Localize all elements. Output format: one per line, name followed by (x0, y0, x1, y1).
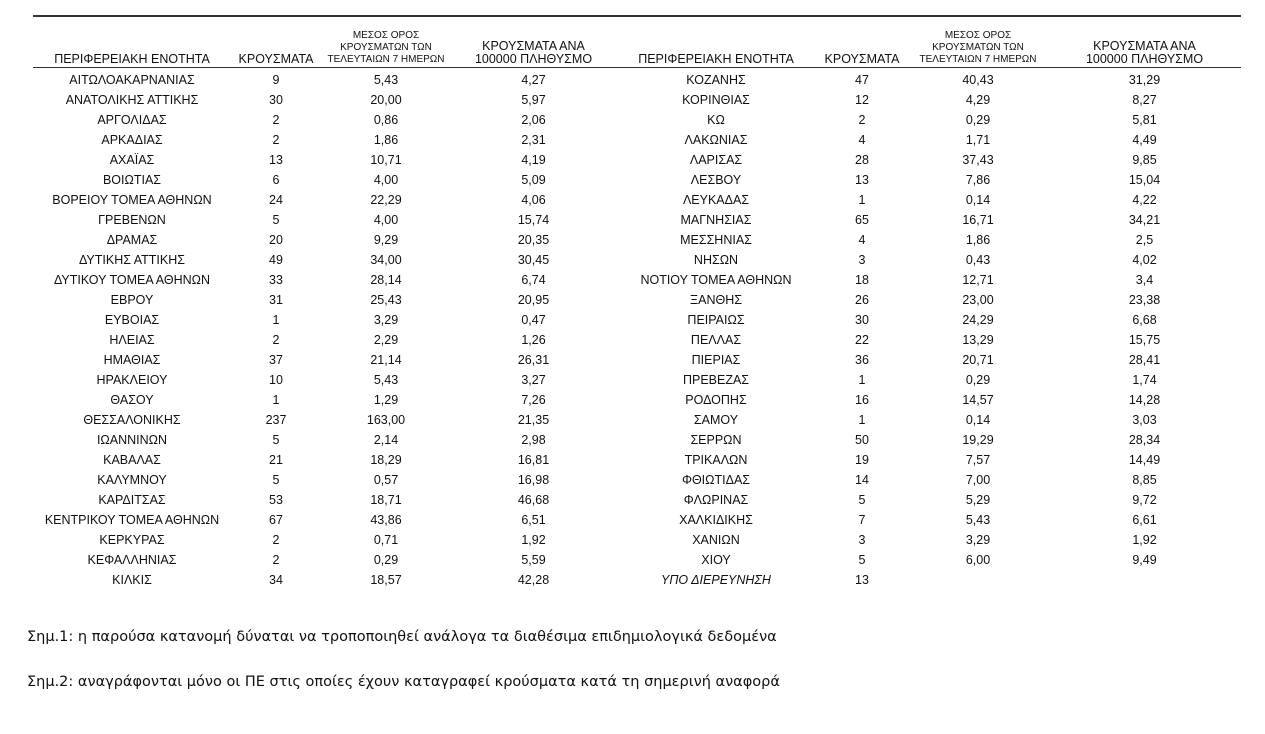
cases-right: 47 (855, 73, 869, 87)
avg-7day-left: 43,86 (370, 513, 402, 527)
cases-per-100k-right: 4,22 (1132, 193, 1157, 207)
header-region-right: ΠΕΡΙΦΕΡΕΙΑΚΗ ΕΝΟΤΗΤΑ (616, 30, 816, 68)
cases-per-100k-right: 9,49 (1132, 553, 1157, 567)
region-name-left: ΚΕΡΚΥΡΑΣ (99, 533, 165, 547)
table-row (33, 210, 1241, 230)
avg-7day-right: 16,71 (962, 213, 994, 227)
region-name-right: ΧΑΛΚΙΔΙΚΗΣ (679, 513, 753, 527)
cases-right: 26 (855, 293, 869, 307)
region-name-left: ΗΛΕΙΑΣ (109, 333, 155, 347)
header-per-line1: ΚΡΟΥΣΜΑΤΑ ΑΝΑ (482, 39, 585, 53)
cases-per-100k-left: 5,97 (521, 93, 546, 107)
region-name-left: ΚΕΝΤΡΙΚΟΥ ΤΟΜΕΑ ΑΘΗΝΩΝ (44, 513, 220, 527)
region-name-left: ΘΕΣΣΑΛΟΝΙΚΗΣ (83, 413, 181, 427)
avg-7day-left: 18,29 (370, 453, 402, 467)
header-avg-line3: ΤΕΛΕΥΤΑΙΩΝ 7 ΗΜΕΡΩΝ (327, 54, 445, 65)
region-name-right: ΠΙΕΡΙΑΣ (691, 353, 741, 367)
cases-per-100k-left: 1,26 (521, 333, 546, 347)
table-row (33, 310, 1241, 330)
table-row (33, 350, 1241, 370)
cases-per-100k-left: 6,51 (521, 513, 546, 527)
region-name-left: ΑΙΤΩΛΟΑΚΑΡΝΑΝΙΑΣ (69, 73, 195, 87)
cases-per-100k-right (1048, 570, 1241, 590)
cases-right: 16 (855, 393, 869, 407)
header-avg-line2: ΚΡΟΥΣΜΑΤΩΝ ΤΩΝ (340, 42, 432, 53)
cases-left: 30 (269, 93, 283, 107)
region-name-right: ΜΕΣΣΗΝΙΑΣ (680, 233, 752, 247)
header-per-line2: 100000 ΠΛΗΘΥΣΜΟ (474, 52, 593, 66)
region-name-right: ΠΕΙΡΑΙΩΣ (687, 313, 745, 327)
region-name-right: ΚΩ (707, 113, 725, 127)
cases-right: 18 (855, 273, 869, 287)
cases-per-100k-right: 34,21 (1128, 213, 1161, 227)
avg-7day-right: 5,29 (965, 493, 991, 507)
cases-per-100k-left: 1,92 (521, 533, 546, 547)
cases-right: 12 (855, 93, 869, 107)
table-row (33, 510, 1241, 530)
cases-by-region-table (33, 30, 1241, 590)
table-row (33, 90, 1241, 110)
avg-7day-right: 0,29 (965, 373, 991, 387)
cases-per-100k-right: 9,72 (1132, 493, 1157, 507)
table-row (33, 330, 1241, 350)
cases-per-100k-left: 7,26 (521, 393, 546, 407)
cases-left: 13 (269, 153, 283, 167)
avg-7day-right: 3,29 (965, 533, 991, 547)
avg-7day-right: 20,71 (962, 353, 994, 367)
region-name-right: ΚΟΡΙΝΘΙΑΣ (682, 93, 750, 107)
cases-per-100k-left: 16,81 (517, 453, 550, 467)
avg-7day-right: 0,14 (965, 413, 991, 427)
cases-left: 237 (265, 413, 287, 427)
cases-right: 1 (858, 413, 866, 427)
avg-7day-left: 1,29 (373, 393, 399, 407)
header-per-line2: 100000 ΠΛΗΘΥΣΜΟ (1085, 52, 1204, 66)
cases-per-100k-right: 15,04 (1128, 173, 1161, 187)
avg-7day-left: 28,14 (370, 273, 402, 287)
cases-right: 2 (858, 113, 866, 127)
avg-7day-right: 0,29 (965, 113, 991, 127)
cases-right: 50 (855, 433, 869, 447)
avg-7day-right: 1,71 (965, 133, 991, 147)
avg-7day-left: 2,29 (373, 333, 399, 347)
region-name-right: ΧΙΟΥ (701, 553, 731, 567)
avg-7day-left: 3,29 (373, 313, 399, 327)
cases-per-100k-left: 21,35 (517, 413, 550, 427)
table-row (33, 110, 1241, 130)
table-row (33, 470, 1241, 490)
cases-per-100k-right: 8,85 (1132, 473, 1157, 487)
table-row (33, 490, 1241, 510)
cases-left: 5 (272, 213, 280, 227)
cases-left: 20 (269, 233, 283, 247)
avg-7day-left: 0,29 (373, 553, 399, 567)
avg-7day-left: 4,00 (373, 173, 399, 187)
region-name-right: ΦΘΙΩΤΙΔΑΣ (681, 473, 751, 487)
table-row (33, 250, 1241, 270)
avg-7day-left: 34,00 (370, 253, 402, 267)
avg-7day-left: 25,43 (370, 293, 402, 307)
cases-left: 53 (269, 493, 283, 507)
avg-7day-left: 4,00 (373, 213, 399, 227)
avg-7day-right: 7,86 (965, 173, 991, 187)
region-name-left: ΑΧΑΪΑΣ (109, 153, 155, 167)
region-name-left: ΚΑΡΔΙΤΣΑΣ (98, 493, 166, 507)
cases-right: 4 (858, 233, 866, 247)
table-row (33, 170, 1241, 190)
region-name-left: ΘΑΣΟΥ (110, 393, 154, 407)
cases-per-100k-left: 2,98 (521, 433, 546, 447)
avg-7day-right: 0,14 (965, 193, 991, 207)
cases-per-100k-left: 46,68 (517, 493, 550, 507)
avg-7day-right: 7,57 (965, 453, 991, 467)
avg-7day-right: 7,00 (965, 473, 991, 487)
region-name-right: ΡΟΔΟΠΗΣ (685, 393, 747, 407)
table-row (33, 450, 1241, 470)
cases-per-100k-left: 20,35 (517, 233, 550, 247)
region-name-right: ΣΕΡΡΩΝ (690, 433, 742, 447)
cases-right: 4 (858, 133, 866, 147)
cases-per-100k-left: 5,09 (521, 173, 546, 187)
avg-7day-left: 5,43 (373, 373, 399, 387)
region-name-left: ΑΝΑΤΟΛΙΚΗΣ ΑΤΤΙΚΗΣ (65, 93, 199, 107)
cases-per-100k-right: 14,49 (1128, 453, 1161, 467)
cases-per-100k-right: 31,29 (1128, 73, 1161, 87)
table-row (33, 290, 1241, 310)
cases-right: 28 (855, 153, 869, 167)
cases-per-100k-left: 4,06 (521, 193, 546, 207)
top-rule (33, 15, 1241, 17)
cases-per-100k-left: 20,95 (517, 293, 550, 307)
table-row (33, 68, 1241, 91)
region-name-left: ΔΥΤΙΚΗΣ ΑΤΤΙΚΗΣ (79, 253, 185, 267)
cases-right: 7 (858, 513, 866, 527)
header-per-right (1048, 30, 1241, 68)
cases-left: 10 (269, 373, 283, 387)
cases-right: 19 (855, 453, 869, 467)
cases-left: 5 (272, 433, 280, 447)
avg-7day-left: 0,57 (373, 473, 399, 487)
cases-per-100k-right: 2,5 (1135, 233, 1154, 247)
region-name-left: ΔΥΤΙΚΟΥ ΤΟΜΕΑ ΑΘΗΝΩΝ (53, 273, 211, 287)
region-name-right: ΜΑΓΝΗΣΙΑΣ (680, 213, 752, 227)
region-name-left: ΗΜΑΘΙΑΣ (103, 353, 161, 367)
table-body (33, 68, 1241, 591)
avg-7day-right: 40,43 (962, 73, 994, 87)
cases-per-100k-left: 16,98 (517, 473, 550, 487)
avg-7day-right: 24,29 (962, 313, 994, 327)
cases-per-100k-right: 6,68 (1132, 313, 1157, 327)
cases-left: 24 (269, 193, 283, 207)
region-name-left: ΓΡΕΒΕΝΩΝ (98, 213, 166, 227)
region-name-left: ΚΑΒΑΛΑΣ (103, 453, 161, 467)
header-avg-line2: ΚΡΟΥΣΜΑΤΩΝ ΤΩΝ (932, 42, 1024, 53)
table-row (33, 550, 1241, 570)
avg-7day-left: 20,00 (370, 93, 402, 107)
avg-7day-right: 4,29 (965, 93, 991, 107)
header-avg-left (321, 30, 451, 68)
cases-left: 31 (269, 293, 283, 307)
table-row (33, 390, 1241, 410)
cases-per-100k-right: 1,74 (1132, 373, 1157, 387)
avg-7day-right: 12,71 (962, 273, 994, 287)
cases-per-100k-left: 6,74 (521, 273, 546, 287)
cases-per-100k-right: 28,34 (1128, 433, 1161, 447)
cases-per-100k-right: 15,75 (1128, 333, 1161, 347)
region-name-left: ΕΒΡΟΥ (110, 293, 154, 307)
avg-7day-left: 21,14 (370, 353, 402, 367)
footnote-1: Σημ.1: η παρούσα κατανομή δύναται να τροποποιηθεί ανάλογα τα διαθέσιμα επιδημιολογικά δεδομένα (27, 629, 777, 645)
cases-left: 9 (272, 73, 280, 87)
table-row (33, 430, 1241, 450)
cases-per-100k-left: 30,45 (517, 253, 550, 267)
avg-7day-right: 6,00 (965, 553, 991, 567)
region-name-right: ΛΕΣΒΟΥ (690, 173, 742, 187)
avg-7day-left: 0,71 (373, 533, 399, 547)
cases-per-100k-left: 5,59 (521, 553, 546, 567)
cases-left: 37 (269, 353, 283, 367)
cases-left: 33 (269, 273, 283, 287)
region-name-left: ΑΡΚΑΔΙΑΣ (101, 133, 163, 147)
cases-per-100k-left: 15,74 (517, 213, 550, 227)
cases-right: 13 (855, 573, 869, 587)
table-row (33, 150, 1241, 170)
header-avg-line3: ΤΕΛΕΥΤΑΙΩΝ 7 ΗΜΕΡΩΝ (919, 54, 1037, 65)
region-name-right: ΠΕΛΛΑΣ (690, 333, 742, 347)
table-row (33, 130, 1241, 150)
avg-7day-left: 10,71 (370, 153, 402, 167)
avg-7day-right: 0,43 (965, 253, 991, 267)
cases-right: 13 (855, 173, 869, 187)
region-name-left: ΑΡΓΟΛΙΔΑΣ (97, 113, 167, 127)
cases-per-100k-left: 2,31 (521, 133, 546, 147)
region-name-left: ΚΙΛΚΙΣ (112, 573, 152, 587)
table-header (33, 30, 1241, 68)
cases-left: 21 (269, 453, 283, 467)
cases-per-100k-left: 42,28 (517, 573, 550, 587)
cases-left: 1 (272, 313, 280, 327)
region-name-right: ΛΑΡΙΣΑΣ (689, 153, 743, 167)
avg-7day-right (908, 570, 1048, 590)
region-name-right: ΧΑΝΙΩΝ (692, 533, 740, 547)
region-name-right: ΣΑΜΟΥ (693, 413, 739, 427)
cases-per-100k-right: 4,49 (1132, 133, 1157, 147)
cases-per-100k-right: 3,4 (1135, 273, 1154, 287)
cases-left: 2 (272, 533, 280, 547)
cases-table-container (33, 30, 1241, 590)
cases-left: 67 (269, 513, 283, 527)
cases-right: 1 (858, 373, 866, 387)
cases-per-100k-right: 14,28 (1128, 393, 1161, 407)
table-row (33, 270, 1241, 290)
avg-7day-right: 14,57 (962, 393, 994, 407)
avg-7day-left: 18,57 (370, 573, 402, 587)
region-name-right: ΚΟΖΑΝΗΣ (686, 73, 746, 87)
region-name-left: ΙΩΑΝΝΙΝΩΝ (96, 433, 168, 447)
region-name-left: ΒΟΙΩΤΙΑΣ (102, 173, 162, 187)
avg-7day-right: 1,86 (965, 233, 991, 247)
cases-left: 1 (272, 393, 280, 407)
region-name-right: ΝΟΤΙΟΥ ΤΟΜΕΑ ΑΘΗΝΩΝ (640, 273, 792, 287)
cases-per-100k-right: 5,81 (1132, 113, 1157, 127)
header-avg-right (908, 30, 1048, 68)
cases-right: 5 (858, 553, 866, 567)
cases-per-100k-left: 2,06 (521, 113, 546, 127)
cases-left: 6 (272, 173, 280, 187)
region-name-right: ΥΠΟ ΔΙΕΡΕΥΝΗΣΗ (661, 573, 771, 587)
avg-7day-right: 37,43 (962, 153, 994, 167)
region-name-right: ΦΛΩΡΙΝΑΣ (683, 493, 749, 507)
avg-7day-left: 18,71 (370, 493, 402, 507)
cases-per-100k-left: 4,19 (521, 153, 546, 167)
table-row (33, 570, 1241, 590)
cases-right: 65 (855, 213, 869, 227)
table-row (33, 410, 1241, 430)
cases-per-100k-right: 23,38 (1128, 293, 1161, 307)
region-name-right: ΠΡΕΒΕΖΑΣ (682, 373, 750, 387)
cases-right: 3 (858, 533, 866, 547)
region-name-right: ΤΡΙΚΑΛΩΝ (684, 453, 748, 467)
cases-per-100k-right: 28,41 (1128, 353, 1161, 367)
table-row (33, 190, 1241, 210)
region-name-left: ΗΡΑΚΛΕΙΟΥ (96, 373, 168, 387)
table-row (33, 370, 1241, 390)
cases-left: 5 (272, 473, 280, 487)
header-avg-line1: ΜΕΣΟΣ ΟΡΟΣ (944, 30, 1012, 41)
region-name-left: ΔΡΑΜΑΣ (106, 233, 158, 247)
region-name-left: ΒΟΡΕΙΟΥ ΤΟΜΕΑ ΑΘΗΝΩΝ (52, 193, 212, 207)
avg-7day-left: 9,29 (373, 233, 399, 247)
region-name-right: ΛΑΚΩΝΙΑΣ (684, 133, 748, 147)
cases-per-100k-left: 3,27 (521, 373, 546, 387)
avg-7day-right: 23,00 (962, 293, 994, 307)
cases-left: 2 (272, 333, 280, 347)
cases-per-100k-left: 0,47 (521, 313, 546, 327)
cases-per-100k-left: 26,31 (517, 353, 550, 367)
cases-per-100k-right: 4,02 (1132, 253, 1157, 267)
avg-7day-left: 2,14 (373, 433, 399, 447)
cases-per-100k-right: 9,85 (1132, 153, 1157, 167)
cases-left: 2 (272, 133, 280, 147)
cases-per-100k-right: 8,27 (1132, 93, 1157, 107)
cases-right: 1 (858, 193, 866, 207)
header-per-left (451, 30, 616, 68)
cases-per-100k-right: 3,03 (1132, 413, 1157, 427)
cases-right: 22 (855, 333, 869, 347)
avg-7day-left: 1,86 (373, 133, 399, 147)
footnotes (27, 626, 780, 693)
avg-7day-right: 13,29 (962, 333, 994, 347)
region-name-right: ΛΕΥΚΑΔΑΣ (682, 193, 750, 207)
avg-7day-left: 0,86 (373, 113, 399, 127)
region-name-left: ΕΥΒΟΙΑΣ (104, 313, 160, 327)
cases-left: 2 (272, 553, 280, 567)
avg-7day-left: 5,43 (373, 73, 399, 87)
header-avg-line1: ΜΕΣΟΣ ΟΡΟΣ (352, 30, 420, 41)
cases-right: 3 (858, 253, 866, 267)
avg-7day-left: 163,00 (366, 413, 406, 427)
region-name-right: ΝΗΣΩΝ (693, 253, 739, 267)
avg-7day-right: 5,43 (965, 513, 991, 527)
cases-left: 49 (269, 253, 283, 267)
region-name-left: ΚΑΛΥΜΝΟΥ (97, 473, 167, 487)
header-region-left: ΠΕΡΙΦΕΡΕΙΑΚΗ ΕΝΟΤΗΤΑ (33, 30, 231, 68)
region-name-left: ΚΕΦΑΛΛΗΝΙΑΣ (87, 553, 177, 567)
table-row (33, 230, 1241, 250)
cases-right: 5 (858, 493, 866, 507)
header-cases-right: ΚΡΟΥΣΜΑΤΑ (816, 30, 908, 68)
cases-right: 30 (855, 313, 869, 327)
cases-per-100k-right: 6,61 (1132, 513, 1157, 527)
avg-7day-right: 19,29 (962, 433, 994, 447)
header-cases-left: ΚΡΟΥΣΜΑΤΑ (231, 30, 321, 68)
footnote-2: Σημ.2: αναγράφονται μόνο οι ΠΕ στις οποίες έχουν καταγραφεί κρούσματα κατά τη σημερινή αναφορά (27, 674, 780, 690)
header-per-line1: ΚΡΟΥΣΜΑΤΑ ΑΝΑ (1093, 39, 1196, 53)
region-name-right: ΞΑΝΘΗΣ (690, 293, 742, 307)
cases-per-100k-left: 4,27 (521, 73, 546, 87)
cases-left: 2 (272, 113, 280, 127)
cases-per-100k-right: 1,92 (1132, 533, 1157, 547)
avg-7day-left: 22,29 (370, 193, 402, 207)
cases-left: 34 (269, 573, 283, 587)
table-row (33, 530, 1241, 550)
cases-right: 36 (855, 353, 869, 367)
cases-right: 14 (855, 473, 869, 487)
